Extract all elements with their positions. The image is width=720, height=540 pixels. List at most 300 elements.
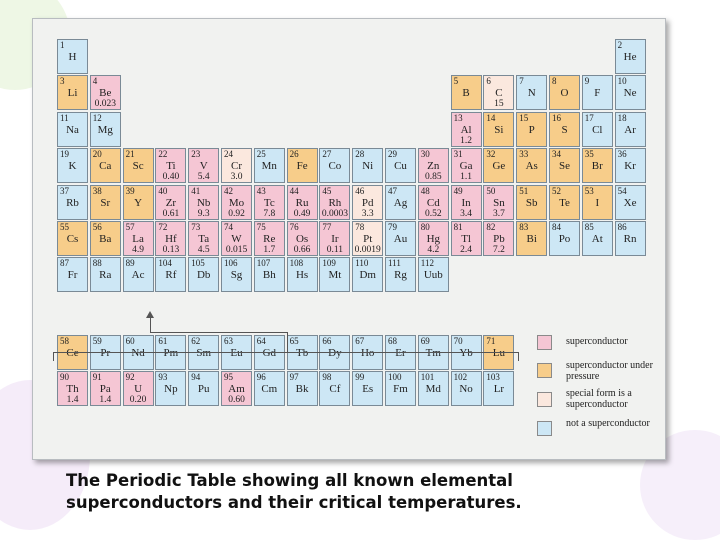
element-cell-cr bbox=[221, 148, 252, 183]
element-cell-tl bbox=[451, 221, 482, 256]
element-symbol: Tl bbox=[461, 233, 471, 245]
element-symbol: Ne bbox=[623, 87, 637, 100]
critical-temperature: 9.3 bbox=[197, 208, 210, 219]
atomic-number: 20 bbox=[92, 149, 102, 160]
legend-swatch-special-form bbox=[537, 392, 552, 407]
element-cell-sg bbox=[221, 257, 252, 292]
connector-line bbox=[150, 317, 151, 333]
element-cell-pt bbox=[352, 221, 383, 256]
atomic-number: 78 bbox=[355, 222, 365, 232]
atomic-number: 86 bbox=[617, 222, 627, 232]
atomic-number: 67 bbox=[355, 336, 365, 346]
critical-temperature: 0.52 bbox=[424, 208, 442, 219]
element-cell-rh bbox=[319, 185, 350, 220]
element-symbol: Fr bbox=[67, 269, 78, 282]
atomic-number: 48 bbox=[420, 185, 430, 196]
critical-temperature: 0.0003 bbox=[321, 208, 348, 219]
element-symbol: Fm bbox=[393, 383, 408, 396]
element-cell-he bbox=[615, 39, 646, 74]
atomic-number: 30 bbox=[420, 149, 430, 160]
element-symbol: Lu bbox=[492, 347, 505, 359]
atomic-number: 102 bbox=[453, 372, 468, 383]
figure-caption bbox=[66, 470, 686, 514]
atomic-number: 8 bbox=[552, 76, 557, 87]
element-symbol: Po bbox=[558, 233, 571, 245]
element-symbol: Xe bbox=[623, 196, 637, 209]
element-symbol: Kr bbox=[624, 160, 636, 173]
element-cell-sr bbox=[90, 185, 121, 220]
element-cell-pd bbox=[352, 185, 383, 220]
atomic-number: 69 bbox=[420, 336, 430, 346]
element-symbol: Na bbox=[66, 123, 79, 136]
element-cell-cm bbox=[254, 371, 285, 406]
critical-temperature: 0.20 bbox=[129, 395, 147, 406]
element-cell-sc bbox=[123, 148, 154, 183]
element-cell-y bbox=[123, 185, 154, 220]
atomic-number: 72 bbox=[158, 222, 168, 232]
element-symbol: I bbox=[595, 196, 600, 209]
critical-temperature: 1.4 bbox=[99, 395, 112, 406]
element-symbol: Sm bbox=[196, 347, 212, 359]
element-cell-k bbox=[57, 148, 88, 183]
atomic-number: 19 bbox=[60, 149, 69, 160]
element-symbol: Ag bbox=[393, 196, 408, 209]
atomic-number: 73 bbox=[191, 222, 201, 232]
element-symbol: Br bbox=[591, 160, 603, 173]
atomic-number: 64 bbox=[256, 336, 266, 346]
element-cell-h bbox=[57, 39, 88, 74]
element-cell-n bbox=[516, 75, 547, 110]
element-cell-i bbox=[582, 185, 613, 220]
atomic-number: 13 bbox=[453, 112, 463, 123]
atomic-number: 105 bbox=[191, 258, 205, 269]
element-symbol: U bbox=[134, 383, 143, 396]
critical-temperature: 2.4 bbox=[460, 245, 473, 255]
element-cell-rb bbox=[57, 185, 88, 220]
element-symbol: Sc bbox=[132, 160, 144, 173]
element-symbol: Ge bbox=[492, 160, 506, 173]
atomic-number: 42 bbox=[224, 185, 233, 196]
atomic-number: 52 bbox=[552, 185, 561, 196]
element-cell-dm bbox=[352, 257, 383, 292]
element-symbol: As bbox=[525, 160, 538, 173]
element-cell-br bbox=[582, 148, 613, 183]
atomic-number: 60 bbox=[125, 336, 135, 346]
element-symbol: Ir bbox=[331, 233, 339, 245]
atomic-number: 15 bbox=[519, 112, 529, 123]
element-symbol: Re bbox=[263, 233, 276, 245]
element-symbol: Bi bbox=[526, 233, 537, 245]
element-symbol: Ta bbox=[198, 233, 210, 245]
element-symbol: Cr bbox=[231, 160, 242, 173]
periodic-table-figure bbox=[32, 18, 666, 460]
element-symbol: Cf bbox=[329, 383, 341, 396]
legend-swatch-superconductor bbox=[537, 335, 552, 350]
element-cell-u bbox=[123, 371, 154, 406]
element-cell-ac bbox=[123, 257, 154, 292]
element-symbol: Pb bbox=[493, 233, 505, 245]
element-cell-md bbox=[418, 371, 449, 406]
element-symbol: Uub bbox=[423, 269, 443, 282]
element-cell-in bbox=[451, 185, 482, 220]
element-symbol: Es bbox=[362, 383, 374, 396]
element-symbol: H bbox=[68, 51, 77, 63]
atomic-number: 4 bbox=[92, 76, 98, 87]
atomic-number: 88 bbox=[92, 258, 102, 269]
element-cell-c bbox=[483, 75, 514, 110]
atomic-number: 97 bbox=[289, 372, 299, 383]
atomic-number: 22 bbox=[158, 149, 168, 160]
element-symbol: Mt bbox=[328, 269, 342, 282]
element-symbol: Er bbox=[395, 347, 406, 359]
element-cell-np bbox=[155, 371, 186, 406]
atomic-number: 68 bbox=[388, 336, 397, 346]
critical-temperature: 4.2 bbox=[427, 245, 440, 255]
element-cell-w bbox=[221, 221, 252, 256]
atomic-number: 25 bbox=[256, 149, 266, 160]
element-symbol: Ar bbox=[624, 123, 636, 136]
element-cell-ir bbox=[319, 221, 350, 256]
element-symbol: Li bbox=[67, 87, 78, 100]
element-cell-po bbox=[549, 221, 580, 256]
element-symbol: Ti bbox=[166, 160, 176, 173]
element-cell-fm bbox=[385, 371, 416, 406]
critical-temperature: 0.11 bbox=[326, 245, 344, 255]
element-cell-au bbox=[385, 221, 416, 256]
element-cell-se bbox=[549, 148, 580, 183]
atomic-number: 70 bbox=[453, 336, 463, 346]
atomic-number: 31 bbox=[453, 149, 463, 160]
element-cell-no bbox=[451, 371, 482, 406]
element-cell-v bbox=[188, 148, 219, 183]
element-cell-bi bbox=[516, 221, 547, 256]
element-cell-be bbox=[90, 75, 121, 110]
element-symbol: Ce bbox=[66, 347, 79, 359]
critical-temperature: 7.2 bbox=[492, 245, 505, 255]
atomic-number: 100 bbox=[388, 372, 402, 383]
critical-temperature: 0.40 bbox=[162, 172, 180, 183]
atomic-number: 3 bbox=[60, 76, 65, 87]
atomic-number: 99 bbox=[355, 372, 365, 383]
element-cell-s bbox=[549, 112, 580, 147]
element-cell-la bbox=[123, 221, 154, 256]
element-symbol: Md bbox=[425, 383, 441, 396]
element-cell-p bbox=[516, 112, 547, 147]
atomic-number: 104 bbox=[158, 258, 172, 269]
critical-temperature: 0.92 bbox=[228, 208, 245, 219]
atomic-number: 41 bbox=[191, 185, 201, 196]
atomic-number: 53 bbox=[584, 185, 594, 196]
element-symbol: He bbox=[623, 51, 637, 63]
element-cell-cu bbox=[385, 148, 416, 183]
atomic-number: 62 bbox=[191, 336, 201, 346]
atomic-number: 37 bbox=[60, 185, 69, 196]
atomic-number: 94 bbox=[191, 372, 201, 383]
element-cell-o bbox=[549, 75, 580, 110]
critical-temperature: 0.13 bbox=[162, 245, 180, 255]
atomic-number: 12 bbox=[92, 112, 102, 123]
element-cell-ta bbox=[188, 221, 219, 256]
atomic-number: 81 bbox=[453, 222, 463, 232]
element-cell-f bbox=[582, 75, 613, 110]
element-symbol: Hf bbox=[165, 233, 177, 245]
legend-swatch-not-superconductor bbox=[537, 421, 552, 436]
element-cell-ca bbox=[90, 148, 121, 183]
connector-line bbox=[287, 332, 288, 353]
element-cell-am bbox=[221, 371, 252, 406]
atomic-number: 66 bbox=[322, 336, 332, 346]
element-symbol: At bbox=[591, 233, 603, 245]
element-symbol: Cl bbox=[592, 123, 603, 136]
critical-temperature: 1.2 bbox=[460, 135, 473, 146]
element-symbol: Hs bbox=[295, 269, 309, 282]
atomic-number: 63 bbox=[224, 336, 233, 346]
element-symbol: Lr bbox=[493, 383, 505, 396]
atomic-number: 87 bbox=[60, 258, 69, 269]
element-cell-pa bbox=[90, 371, 121, 406]
element-cell-te bbox=[549, 185, 580, 220]
element-symbol: Nd bbox=[131, 347, 145, 359]
atomic-number: 95 bbox=[224, 372, 233, 383]
critical-temperature: 1.7 bbox=[263, 245, 276, 255]
element-symbol: Gd bbox=[262, 347, 277, 359]
atomic-number: 98 bbox=[322, 372, 332, 383]
critical-temperature: 0.0019 bbox=[354, 245, 381, 255]
element-cell-mn bbox=[254, 148, 285, 183]
element-symbol: Y bbox=[134, 196, 143, 209]
element-symbol: Te bbox=[559, 196, 570, 209]
element-symbol: Mg bbox=[97, 123, 113, 136]
element-symbol: Np bbox=[164, 383, 178, 396]
critical-temperature: 3.0 bbox=[230, 172, 243, 183]
element-cell-fe bbox=[287, 148, 318, 183]
element-symbol: W bbox=[231, 233, 242, 245]
element-symbol: Cu bbox=[394, 160, 407, 173]
atomic-number: 93 bbox=[158, 372, 168, 383]
atomic-number: 54 bbox=[617, 185, 627, 196]
element-cell-ni bbox=[352, 148, 383, 183]
element-cell-ba bbox=[90, 221, 121, 256]
element-cell-ne bbox=[615, 75, 646, 110]
atomic-number: 39 bbox=[125, 185, 135, 196]
element-cell-cl bbox=[582, 112, 613, 147]
element-cell-os bbox=[287, 221, 318, 256]
atomic-number: 26 bbox=[289, 149, 299, 160]
atomic-number: 7 bbox=[519, 76, 524, 87]
element-cell-cs bbox=[57, 221, 88, 256]
atomic-number: 96 bbox=[256, 372, 266, 383]
element-symbol: C bbox=[495, 87, 503, 100]
element-symbol: Tc bbox=[263, 196, 275, 209]
element-symbol: Rn bbox=[623, 233, 637, 245]
atomic-number: 112 bbox=[420, 258, 434, 269]
element-cell-ar bbox=[615, 112, 646, 147]
critical-temperature: 0.85 bbox=[424, 172, 442, 183]
element-symbol: S bbox=[561, 123, 568, 136]
legend-swatch-under-pressure bbox=[537, 363, 552, 378]
element-cell-na bbox=[57, 112, 88, 147]
element-cell-th bbox=[57, 371, 88, 406]
element-symbol: Sn bbox=[493, 196, 505, 209]
element-cell-sn bbox=[483, 185, 514, 220]
element-symbol: Pa bbox=[99, 383, 111, 396]
element-symbol: Bh bbox=[262, 269, 276, 282]
critical-temperature: 0.015 bbox=[225, 245, 248, 255]
element-cell-li bbox=[57, 75, 88, 110]
element-symbol: K bbox=[68, 160, 77, 173]
element-symbol: Fe bbox=[296, 160, 308, 173]
atomic-number: 11 bbox=[60, 112, 69, 123]
atomic-number: 23 bbox=[191, 149, 201, 160]
atomic-number: 27 bbox=[322, 149, 332, 160]
element-cell-si bbox=[483, 112, 514, 147]
atomic-number: 91 bbox=[92, 372, 102, 383]
element-symbol: Pm bbox=[163, 347, 179, 359]
series-bracket bbox=[53, 352, 519, 361]
atomic-number: 6 bbox=[486, 76, 491, 87]
element-symbol: No bbox=[459, 383, 473, 396]
element-symbol: Cs bbox=[66, 233, 79, 245]
atomic-number: 34 bbox=[552, 149, 561, 160]
critical-temperature: 1.4 bbox=[66, 395, 79, 406]
connector-line bbox=[150, 332, 288, 333]
atomic-number: 110 bbox=[355, 258, 369, 269]
element-cell-lr bbox=[483, 371, 514, 406]
atomic-number: 2 bbox=[617, 40, 623, 50]
atomic-number: 21 bbox=[125, 149, 135, 160]
element-cell-al bbox=[451, 112, 482, 147]
atomic-number: 44 bbox=[289, 185, 299, 196]
critical-temperature: 0.66 bbox=[293, 245, 311, 255]
element-symbol: Ac bbox=[131, 269, 145, 282]
atomic-number: 33 bbox=[519, 149, 529, 160]
element-cell-ge bbox=[483, 148, 514, 183]
legend-label: not a superconductor bbox=[566, 418, 650, 429]
element-cell-xe bbox=[615, 185, 646, 220]
atomic-number: 89 bbox=[125, 258, 135, 269]
atomic-number: 103 bbox=[486, 372, 500, 383]
element-cell-nb bbox=[188, 185, 219, 220]
critical-temperature: 4.5 bbox=[197, 245, 210, 255]
critical-temperature: 7.8 bbox=[263, 208, 276, 219]
atomic-number: 17 bbox=[584, 112, 594, 123]
atomic-number: 35 bbox=[584, 149, 594, 160]
element-symbol: Ra bbox=[99, 269, 112, 282]
element-symbol: B bbox=[462, 87, 470, 100]
atomic-number: 32 bbox=[486, 149, 496, 160]
element-symbol: Dm bbox=[359, 269, 376, 282]
element-symbol: Se bbox=[559, 160, 570, 173]
atomic-number: 49 bbox=[453, 185, 463, 196]
critical-temperature: 15 bbox=[494, 99, 504, 110]
element-symbol: Al bbox=[460, 123, 472, 136]
atomic-number: 10 bbox=[617, 76, 627, 87]
element-cell-cf bbox=[319, 371, 350, 406]
legend-label: superconductor bbox=[566, 336, 628, 347]
critical-temperature: 4.9 bbox=[132, 245, 145, 255]
atomic-number: 92 bbox=[125, 372, 135, 383]
element-cell-fr bbox=[57, 257, 88, 292]
atomic-number: 83 bbox=[519, 222, 529, 232]
atomic-number: 58 bbox=[60, 336, 69, 346]
element-symbol: Dy bbox=[328, 347, 342, 359]
element-symbol: Pu bbox=[197, 383, 210, 396]
element-symbol: F bbox=[594, 87, 601, 100]
atomic-number: 106 bbox=[224, 258, 238, 269]
atomic-number: 38 bbox=[92, 185, 102, 196]
element-symbol: Ni bbox=[362, 160, 374, 173]
element-symbol: Zr bbox=[165, 196, 177, 209]
element-symbol: Pr bbox=[100, 347, 111, 359]
atomic-number: 1 bbox=[60, 40, 65, 50]
element-cell-rf bbox=[155, 257, 186, 292]
atomic-number: 77 bbox=[322, 222, 332, 232]
element-symbol: Rg bbox=[394, 269, 407, 282]
element-symbol: Mo bbox=[228, 196, 245, 209]
atomic-number: 71 bbox=[486, 336, 496, 346]
element-symbol: V bbox=[199, 160, 208, 173]
element-symbol: O bbox=[560, 87, 569, 100]
element-symbol: Pt bbox=[363, 233, 373, 245]
element-cell-b bbox=[451, 75, 482, 110]
atomic-number: 79 bbox=[388, 222, 397, 232]
critical-temperature: 0.61 bbox=[162, 208, 180, 219]
element-symbol: Rh bbox=[328, 196, 342, 209]
atomic-number: 40 bbox=[158, 185, 168, 196]
element-cell-cd bbox=[418, 185, 449, 220]
element-symbol: Co bbox=[328, 160, 342, 173]
element-symbol: Hg bbox=[426, 233, 441, 245]
element-symbol: N bbox=[527, 87, 536, 100]
element-cell-co bbox=[319, 148, 350, 183]
atomic-number: 57 bbox=[125, 222, 135, 232]
element-cell-db bbox=[188, 257, 219, 292]
element-cell-kr bbox=[615, 148, 646, 183]
atomic-number: 9 bbox=[584, 76, 590, 87]
atomic-number: 90 bbox=[60, 372, 69, 383]
caption-line: The Periodic Table showing all known elemental bbox=[66, 471, 513, 490]
atomic-number: 59 bbox=[92, 336, 102, 346]
element-cell-re bbox=[254, 221, 285, 256]
element-cell-mg bbox=[90, 112, 121, 147]
atomic-number: 109 bbox=[322, 258, 336, 269]
atomic-number: 5 bbox=[453, 76, 459, 87]
atomic-number: 56 bbox=[92, 222, 102, 232]
element-symbol: Rb bbox=[66, 196, 79, 209]
element-symbol: Sg bbox=[230, 269, 243, 282]
element-cell-es bbox=[352, 371, 383, 406]
atomic-number: 29 bbox=[388, 149, 397, 160]
element-symbol: Sr bbox=[100, 196, 111, 209]
atomic-number: 16 bbox=[552, 112, 561, 123]
element-symbol: Tm bbox=[425, 347, 441, 359]
caption-line: superconductors and their critical temperatures. bbox=[66, 493, 522, 512]
atomic-number: 55 bbox=[60, 222, 69, 232]
element-symbol: Th bbox=[66, 383, 79, 396]
element-symbol: Rf bbox=[165, 269, 177, 282]
element-symbol: Pd bbox=[361, 196, 374, 209]
critical-temperature: 3.3 bbox=[361, 208, 374, 219]
critical-temperature: 0.023 bbox=[94, 99, 116, 110]
atomic-number: 108 bbox=[289, 258, 304, 269]
element-symbol: Db bbox=[196, 269, 211, 282]
element-symbol: Cm bbox=[261, 383, 278, 396]
element-symbol: Eu bbox=[230, 347, 243, 359]
element-cell-hf bbox=[155, 221, 186, 256]
element-symbol: Ca bbox=[99, 160, 112, 173]
atomic-number: 76 bbox=[289, 222, 299, 232]
atomic-number: 82 bbox=[486, 222, 496, 232]
